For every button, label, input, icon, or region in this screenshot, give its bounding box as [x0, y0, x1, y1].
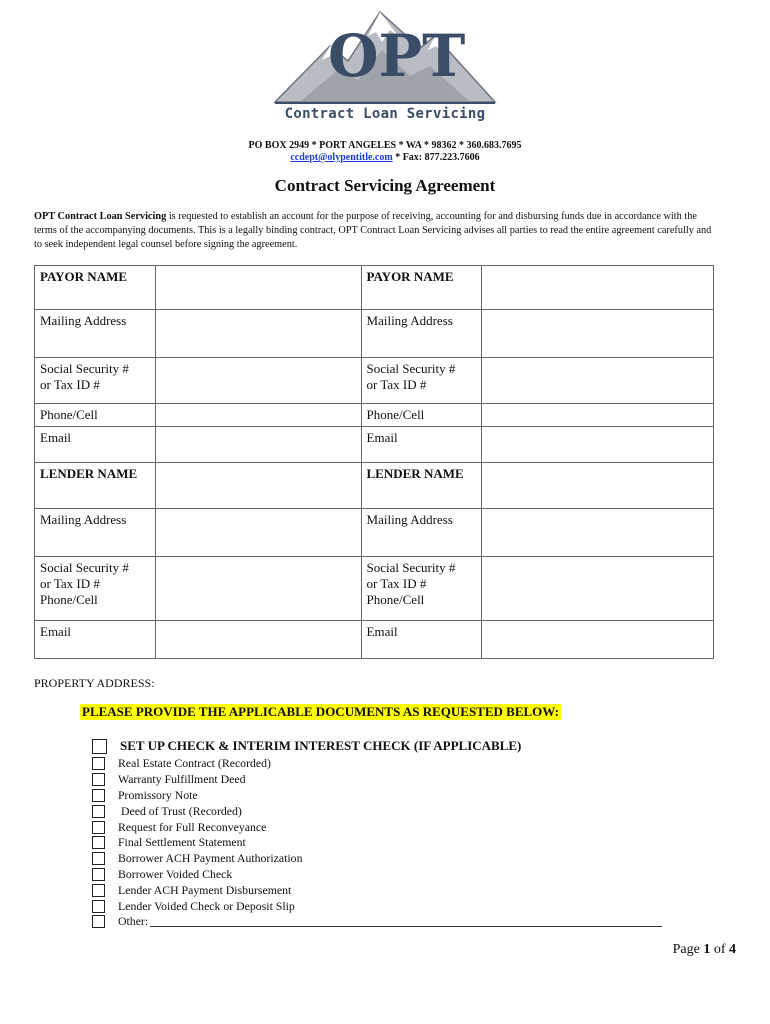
intro-paragraph — [34, 210, 714, 252]
document-checklist — [92, 736, 662, 930]
checklist-item: Lender ACH Payment Disbursement — [92, 882, 662, 898]
payor2-phone-field[interactable] — [482, 404, 714, 427]
lender-name-label: LENDER NAME — [35, 463, 156, 509]
checkbox[interactable] — [92, 739, 107, 754]
other-input-line[interactable] — [150, 916, 662, 927]
checklist-item-other: Other: — [92, 914, 662, 930]
lender-name-label-2: LENDER NAME — [361, 463, 482, 509]
page-number: Page 1 of 4 — [672, 942, 736, 957]
checkbox[interactable] — [92, 773, 105, 786]
lender-mailing-address-label-2: Mailing Address — [361, 509, 482, 557]
payor2-address-field[interactable] — [482, 310, 714, 358]
lender1-name-field[interactable] — [155, 463, 361, 509]
checkbox[interactable] — [92, 805, 105, 818]
party-info-table — [34, 265, 714, 659]
payor1-name-field[interactable] — [155, 266, 361, 310]
checklist-item: Request for Full Reconveyance — [92, 819, 662, 835]
payor1-address-field[interactable] — [155, 310, 361, 358]
email-link[interactable]: ccdept@olypentitle.com — [290, 152, 393, 163]
ssn-label-2: Social Security # or Tax ID # — [361, 358, 482, 404]
lender2-address-field[interactable] — [482, 509, 714, 557]
payor2-ssn-field[interactable] — [482, 358, 714, 404]
checklist-item: Borrower ACH Payment Authorization — [92, 851, 662, 867]
lender2-ssn-phone-field[interactable] — [482, 557, 714, 621]
checklist-item: Lender Voided Check or Deposit Slip — [92, 898, 662, 914]
checklist-item: SET UP CHECK & INTERIM INTEREST CHECK (IF APPLICABLE) — [92, 736, 662, 756]
fax-text: * Fax: 877.223.7606 — [392, 152, 480, 163]
checklist-item: Final Settlement Statement — [92, 835, 662, 851]
lender1-email-field[interactable] — [155, 621, 361, 659]
checklist-item: Real Estate Contract (Recorded) — [92, 756, 662, 772]
checkbox[interactable] — [92, 884, 105, 897]
checkbox[interactable] — [92, 836, 105, 849]
lender1-ssn-phone-field[interactable] — [155, 557, 361, 621]
payor-name-label: PAYOR NAME — [35, 266, 156, 310]
lender2-email-field[interactable] — [482, 621, 714, 659]
mailing-address-label: Mailing Address — [35, 310, 156, 358]
lender2-name-field[interactable] — [482, 463, 714, 509]
checklist-item: Warranty Fulfillment Deed — [92, 772, 662, 788]
lender1-address-field[interactable] — [155, 509, 361, 557]
lender-ssn-label: Social Security # or Tax ID # Phone/Cell — [35, 557, 156, 621]
phone-label: Phone/Cell — [35, 404, 156, 427]
phone-label-2: Phone/Cell — [361, 404, 482, 427]
logo-text: Contract Loan Servicing — [284, 106, 486, 122]
logo-letters: OPT — [328, 22, 466, 90]
documents-heading: PLEASE PROVIDE THE APPLICABLE DOCUMENTS AS REQUESTED BELOW: — [82, 704, 559, 719]
lender-ssn-label-2: Social Security # or Tax ID # Phone/Cell — [361, 557, 482, 621]
checkbox[interactable] — [92, 900, 105, 913]
checkbox[interactable] — [92, 821, 105, 834]
payor1-ssn-field[interactable] — [155, 358, 361, 404]
email-label-2: Email — [361, 427, 482, 463]
checkbox[interactable] — [92, 915, 105, 928]
address-line: PO BOX 2949 * PORT ANGELES * WA * 98362 * 360.683.7695 — [248, 140, 522, 151]
checklist-item: Borrower Voided Check — [92, 867, 662, 883]
intro-text: is requested to establish an account for the purpose of receiving, accounting for and disbursing funds due in accordance with the terms of the accompanying documents. This is a legally binding contract, OPT Contract Loan Servicing advises all parties to read the entire agreement carefully and to seek independent legal counsel before signing the agreement. — [34, 211, 712, 250]
document-title: Contract Servicing Agreement — [274, 176, 496, 195]
company-name: OPT Contract Loan Servicing — [34, 211, 167, 222]
checkbox[interactable] — [92, 868, 105, 881]
checklist-item: Promissory Note — [92, 788, 662, 804]
ssn-label: Social Security # or Tax ID # — [35, 358, 156, 404]
lender-mailing-address-label: Mailing Address — [35, 509, 156, 557]
company-logo — [270, 6, 500, 124]
payor1-phone-field[interactable] — [155, 404, 361, 427]
mountain-logo-icon — [270, 6, 500, 106]
payor-name-label-2: PAYOR NAME — [361, 266, 482, 310]
payor2-email-field[interactable] — [482, 427, 714, 463]
contact-line — [0, 152, 770, 163]
checkbox[interactable] — [92, 757, 105, 770]
checkbox[interactable] — [92, 789, 105, 802]
lender-email-label-2: Email — [361, 621, 482, 659]
mailing-address-label-2: Mailing Address — [361, 310, 482, 358]
property-address-label: PROPERTY ADDRESS: — [34, 676, 155, 690]
payor2-name-field[interactable] — [482, 266, 714, 310]
checklist-item: Deed of Trust (Recorded) — [92, 803, 662, 819]
email-label: Email — [35, 427, 156, 463]
payor1-email-field[interactable] — [155, 427, 361, 463]
lender-email-label: Email — [35, 621, 156, 659]
checkbox[interactable] — [92, 852, 105, 865]
